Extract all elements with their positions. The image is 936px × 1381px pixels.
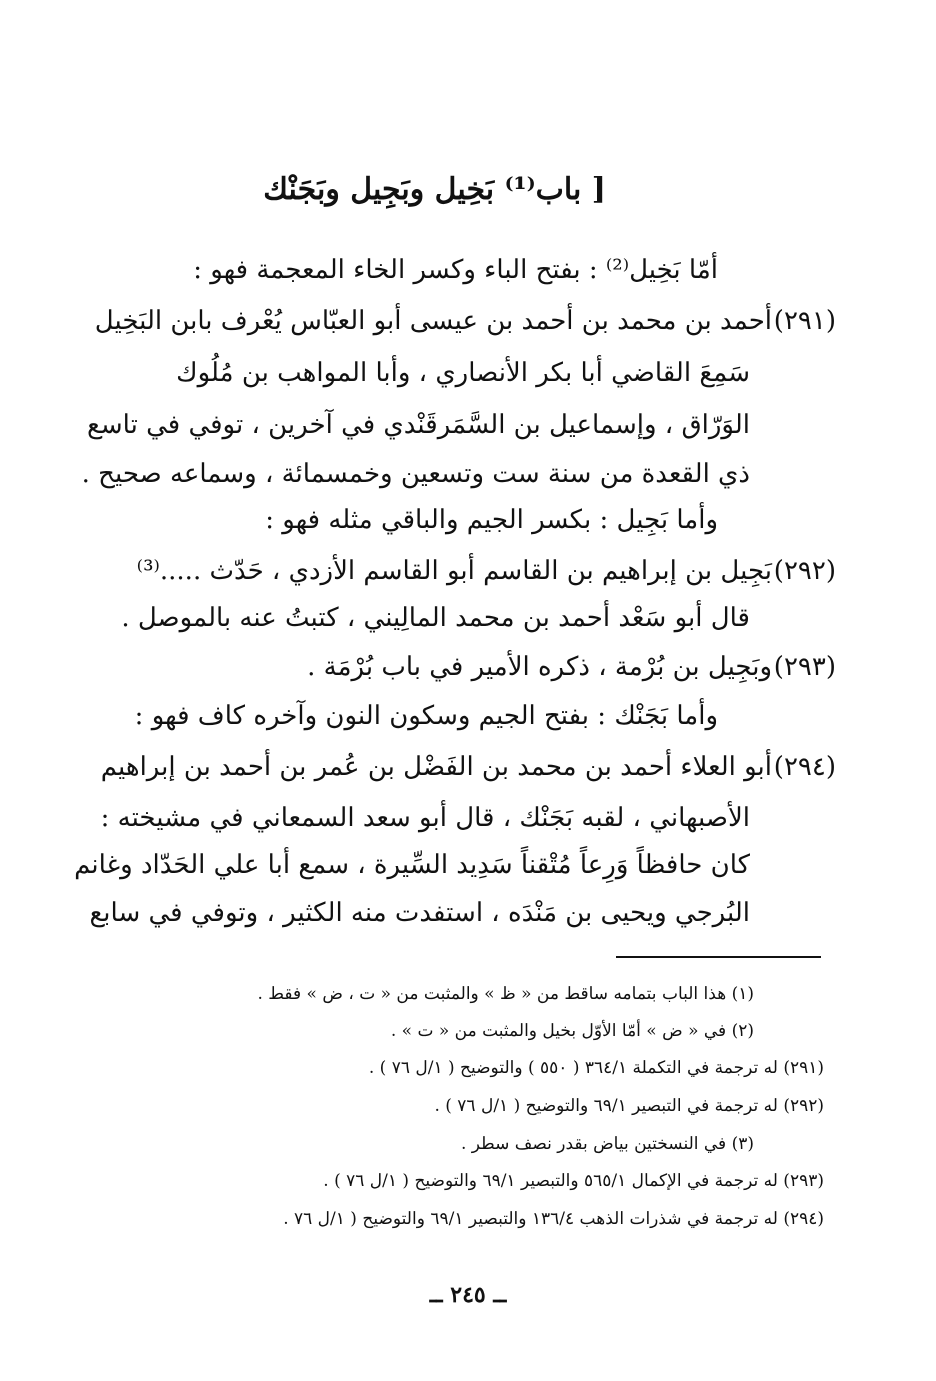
entry-294-line-3: كان حافظاً وَرِعاً مُتْقناً سَدِيد السِّيرة ، سمع أبا علي الحَدّاد وغانم	[74, 850, 750, 880]
footnote-separator	[616, 956, 821, 958]
entry-291-line-3: الوَرّاق ، وإسماعيل بن السَّمَرقَنْدي في آخرين ، توفي في تاسع	[87, 410, 750, 440]
entry-291-line-2: سَمِعَ القاضي أبا بكر الأنصاري ، وأبا المواهب بن مُلُوك	[176, 358, 750, 388]
entry-number: (٢٩٤)	[773, 752, 836, 782]
entry-294-line-1	[101, 747, 836, 787]
entry-292-line-2: قال أبو سَعْد أحمد بن محمد المالِيني ، كتبتُ عنه بالموصل .	[121, 603, 750, 633]
footnote-292: (٢٩٢) له ترجمة في التبصير ٦٩/١ والتوضيح ( ١/ل ٧٦ ) .	[434, 1096, 824, 1116]
entry-text: أبو العلاء أحمد بن محمد بن الفَضْل بن عُمر بن أحمد بن إبراهيم	[100, 752, 772, 782]
footnote-2: (٢) في « ض » أمّا الأوّل بخيل والمثبت من « ت » .	[390, 1021, 754, 1041]
footnote-1: (١) هذا الباب بتمامه ساقط من « ظ » والمثبت من « ت ، ض » فقط .	[257, 984, 754, 1004]
footnote-3: (٣) في النسختين بياض بقدر نصف سطر .	[460, 1134, 754, 1154]
entry-text: أحمد بن محمد بن أحمد بن عيسى أبو العبّاس يُعْرف بابن البَخِيل	[94, 306, 772, 336]
entry-number: (٢٩١)	[773, 306, 836, 336]
entry-291-line-4: ذي القعدة من سنة ست وتسعين وخمسمائة ، وسماعه صحيح .	[81, 459, 750, 489]
entry-291-line-1	[95, 301, 836, 341]
intro-bajank: وأما بَجَنْك : بفتح الجيم وسكون النون وآخره كاف فهو :	[134, 701, 718, 731]
intro-bajil: وأما بَجِيل : بكسر الجيم والباقي مثله فهو :	[265, 505, 718, 535]
entry-294-line-2: الأصبهاني ، لقبه بَجَنْك ، قال أبو سعد السمعاني في مشيخته :	[100, 803, 750, 833]
footnote-293: (٢٩٣) له ترجمة في الإكمال ٥٦٥/١ والتبصير ٦٩/١ والتوضيح ( ١/ل ٧٦ ) .	[323, 1171, 824, 1191]
intro-bakhil: أمّا بَخِيل⁽²⁾ : بفتح الباء وكسر الخاء المعجمة فهو :	[193, 255, 718, 285]
chapter-title: [ باب⁽¹⁾ بَخِيل وبَجِيل وبَجَنْك	[263, 172, 606, 207]
footnote-291: (٢٩١) له ترجمة في التكملة ٣٦٤/١ ( ٥٥٠ ) والتوضيح ( ١/ل ٧٦ ) .	[368, 1058, 824, 1078]
entry-text: بَجِيل بن إبراهيم بن القاسم أبو القاسم الأزدي ، حَدّث .....⁽³⁾	[136, 556, 772, 586]
entry-text: وبَجِيل بن بُرْمة ، ذكره الأمير في باب بُرْمَة .	[307, 652, 772, 682]
entry-number: (٢٩٣)	[773, 652, 836, 682]
entry-294-line-4: البُرجي ويحيى بن مَنْدَه ، استفدت منه الكثير ، وتوفي في سابع	[89, 898, 750, 928]
entry-292-line-1	[137, 551, 836, 591]
entry-293-line-1	[307, 647, 836, 687]
entry-number: (٢٩٢)	[773, 556, 836, 586]
page-number: ــ ٢٤٥ ــ	[429, 1282, 507, 1308]
footnote-294: (٢٩٤) له ترجمة في شذرات الذهب ١٣٦/٤ والتبصير ٦٩/١ والتوضيح ( ١/ل ٧٦ .	[283, 1209, 824, 1229]
